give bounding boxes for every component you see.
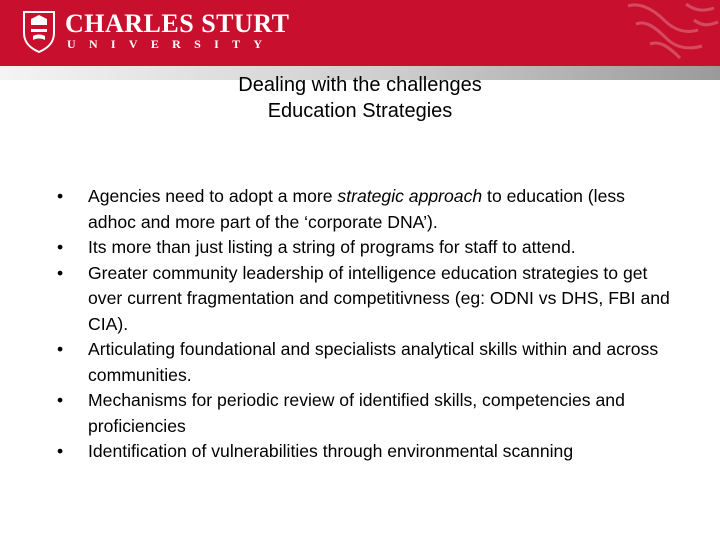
bullet-item: [57, 388, 677, 439]
bullet-emphasis: strategic approach: [337, 186, 483, 206]
bullet-text-part: to education (less adhoc and more part of the ‘corporate DNA’).: [88, 186, 625, 232]
bullet-dot: •: [57, 237, 64, 257]
bullet-item: [57, 261, 677, 338]
slide-title: [0, 72, 720, 124]
bullet-dot: •: [57, 441, 64, 461]
bullet-dot: •: [57, 262, 64, 283]
title-line2: Education Strategies: [267, 100, 453, 122]
bullet-dot: •: [57, 339, 64, 359]
logo-line2: UNIVERSITY: [67, 37, 276, 51]
bullet-list: [57, 184, 677, 465]
bullet-text: Greater community leadership of intelligence education strategies to get over current fragmentation and competitivness (eg: ODNI vs DHS, FBI and CIA).: [88, 262, 670, 334]
country-label: AUSTRALIA: [622, 134, 719, 145]
logo-line1: CHARLES STURT: [65, 9, 290, 38]
university-crest-icon: [22, 9, 56, 53]
bullet-text: Identification of vulnerabilities through environmental scanning: [88, 441, 574, 461]
bullet-item: [57, 439, 677, 465]
bullet-dot: •: [57, 186, 64, 206]
bullet-text: Its more than just listing a string of programs for staff to attend.: [88, 237, 576, 257]
bullet-dot: •: [57, 390, 64, 410]
watermark-graphic-icon: [590, 0, 720, 66]
bullet-item: [57, 235, 677, 261]
bullet-item: [57, 184, 677, 235]
bullet-text-part: Agencies need to adopt a more: [88, 186, 338, 206]
bullet-text: Articulating foundational and specialists analytical skills within and across communities.: [88, 339, 659, 385]
header-bar: [0, 0, 720, 66]
title-line1: Dealing with the challenges: [238, 74, 482, 96]
bullet-item: [57, 337, 677, 388]
bullet-text: Mechanisms for periodic review of identified skills, competencies and proficiencies: [88, 390, 625, 436]
